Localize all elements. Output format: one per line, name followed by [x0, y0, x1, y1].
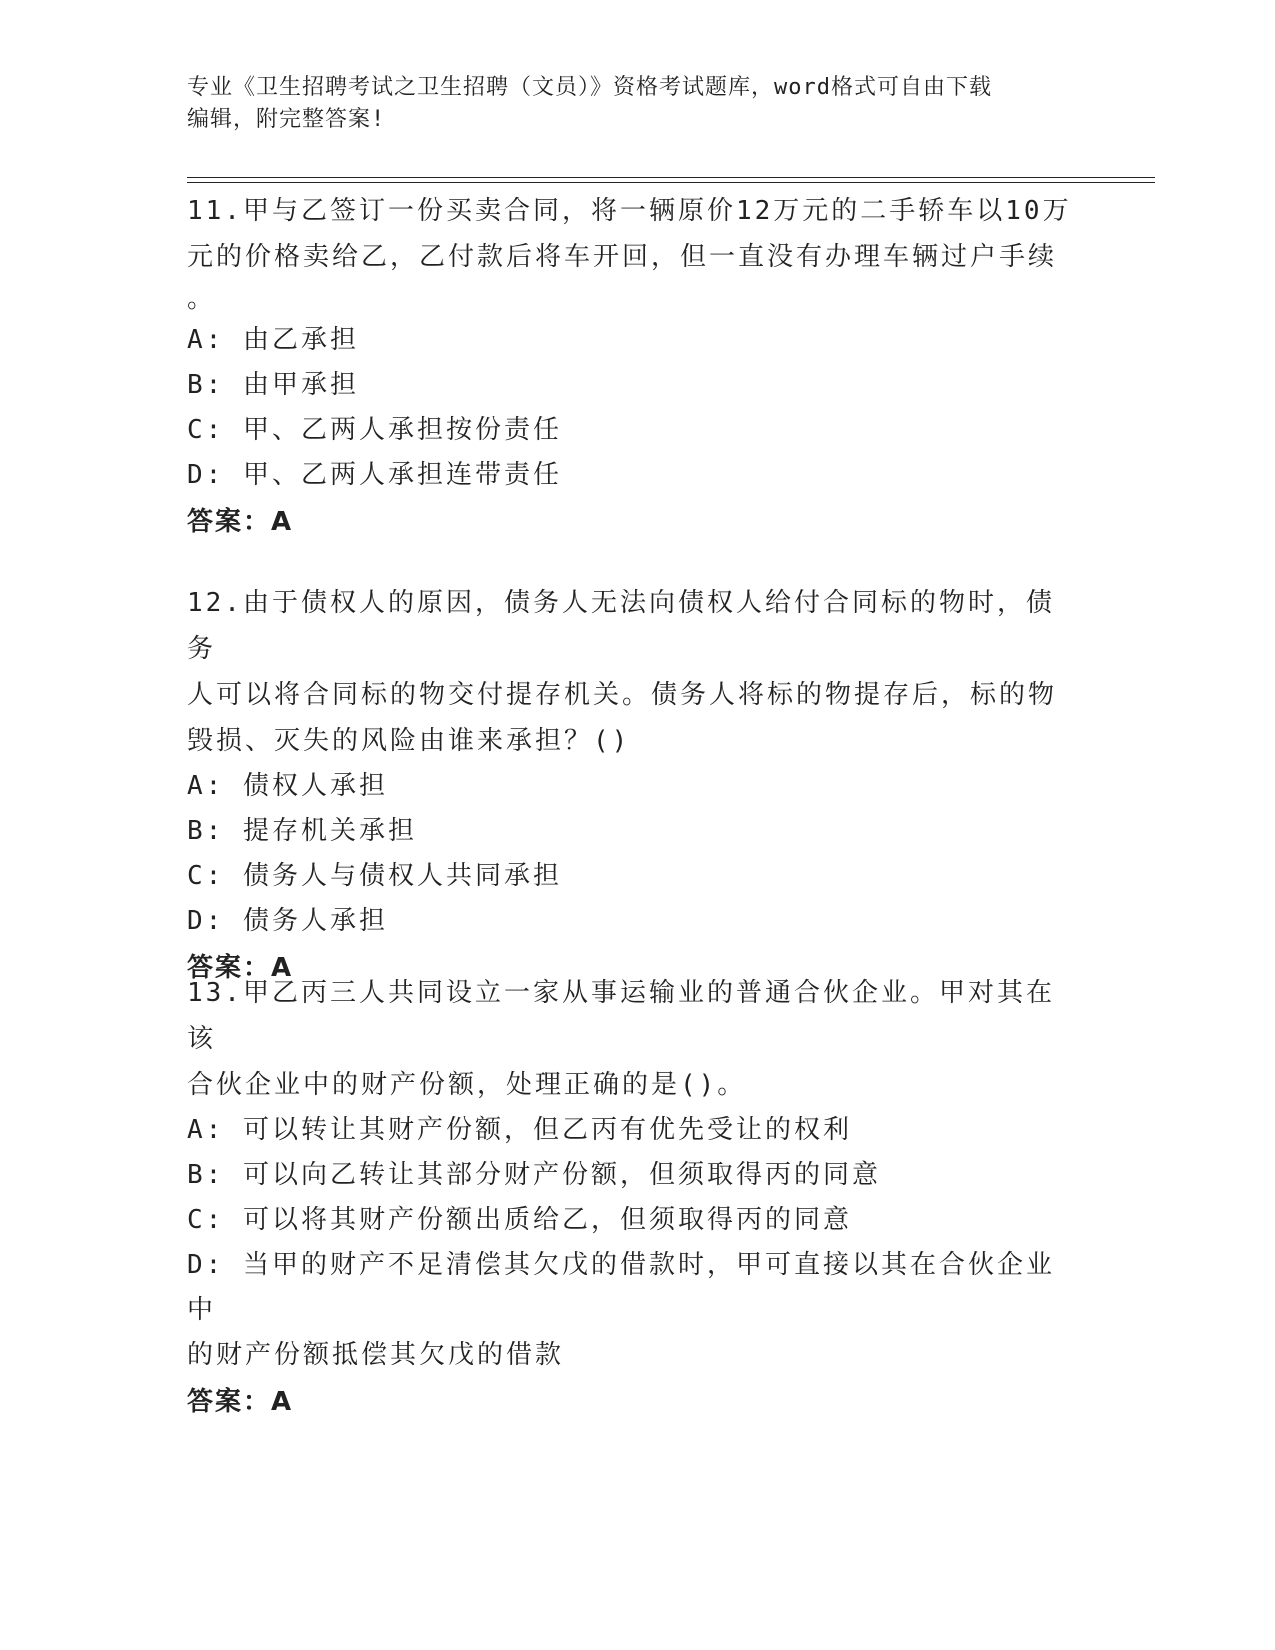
answer-label: 答案：A	[187, 953, 294, 983]
option-b: B: 提存机关承担	[187, 816, 417, 846]
option-c: C: 甲、乙两人承担按份责任	[187, 415, 562, 445]
question-11	[187, 188, 1077, 546]
option-a: A: 债权人承担	[187, 771, 388, 801]
option-d: D: 当甲的财产不足清偿其欠戊的借款时，甲可直接以其在合伙企业中	[187, 1250, 1055, 1325]
question-stem-line: 毁损、灭失的风险由谁来承担？()	[187, 726, 631, 756]
header-divider-bottom	[187, 182, 1155, 183]
option-d: D: 甲、乙两人承担连带责任	[187, 460, 562, 490]
question-stem-line: 元的价格卖给乙，乙付款后将车开回，但一直没有办理车辆过户手续	[187, 242, 1058, 272]
header-line-2: 编辑，附完整答案!	[187, 107, 386, 132]
option-a: A: 可以转让其财产份额，但乙丙有优先受让的权利	[187, 1115, 852, 1145]
question-stem-line: 11.甲与乙签订一份买卖合同，将一辆原价12万元的二手轿车以10万	[187, 196, 1072, 226]
header-line-1: 专业《卫生招聘考试之卫生招聘（文员）》资格考试题库，word格式可自由下载	[187, 75, 992, 100]
document-header	[187, 72, 1067, 136]
question-12	[187, 580, 1077, 992]
option-a: A: 由乙承担	[187, 325, 359, 355]
option-c: C: 可以将其财产份额出质给乙，但须取得丙的同意	[187, 1205, 852, 1235]
question-13	[187, 970, 1077, 1426]
option-b: B: 可以向乙转让其部分财产份额，但须取得丙的同意	[187, 1160, 881, 1190]
answer-label: 答案：A	[187, 507, 294, 537]
header-divider-top	[187, 177, 1155, 178]
answer-label: 答案：A	[187, 1387, 294, 1417]
question-stem-line: 12.由于债权人的原因，债务人无法向债权人给付合同标的物时，债务	[187, 588, 1055, 664]
question-stem-line: 13.甲乙丙三人共同设立一家从事运输业的普通合伙企业。甲对其在该	[187, 978, 1055, 1054]
option-b: B: 由甲承担	[187, 370, 359, 400]
option-d-continuation: 的财产份额抵偿其欠戊的借款	[187, 1340, 565, 1370]
question-stem-line: 。	[187, 284, 217, 314]
option-d: D: 债务人承担	[187, 906, 388, 936]
question-stem-line: 人可以将合同标的物交付提存机关。债务人将标的物提存后，标的物	[187, 680, 1058, 710]
question-stem-line: 合伙企业中的财产份额，处理正确的是()。	[187, 1070, 747, 1100]
option-c: C: 债务人与债权人共同承担	[187, 861, 562, 891]
